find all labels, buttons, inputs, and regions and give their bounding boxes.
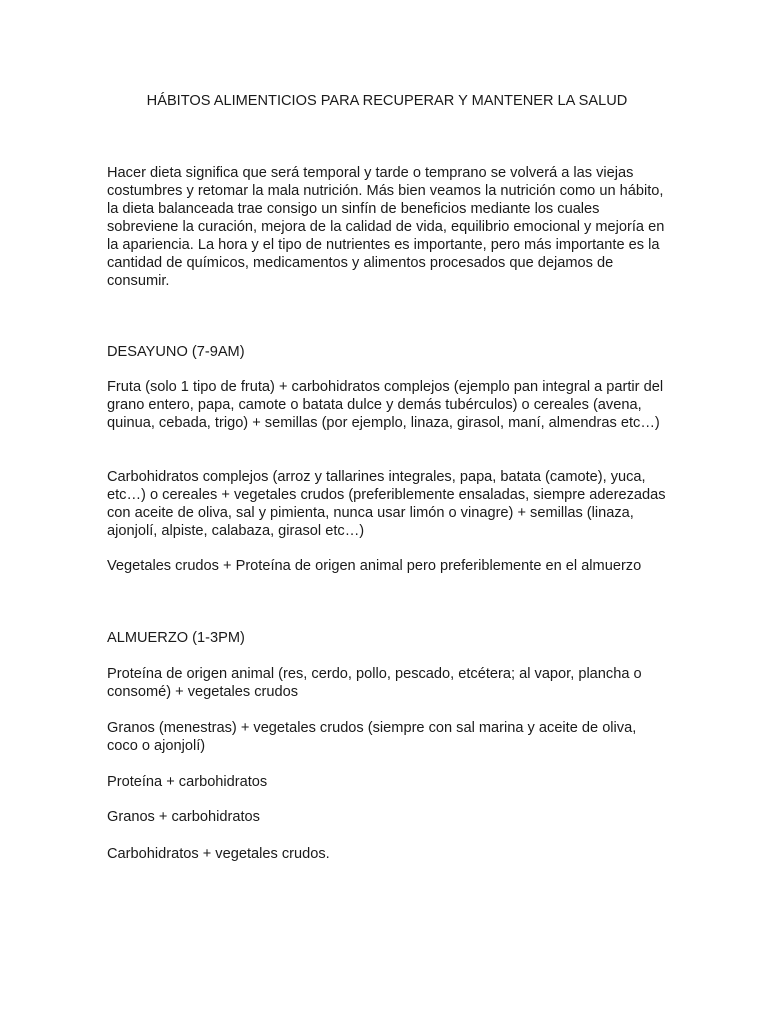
desayuno-paragraph-3: Vegetales crudos + Proteína de origen animal pero preferiblemente en el almuerzo [107, 558, 642, 574]
almuerzo-paragraph-1: Proteína de origen animal (res, cerdo, pollo, pescado, etcétera; al vapor, plancha o consomé) + vegetales crudos [107, 666, 642, 700]
almuerzo-paragraph-4: Granos + carbohidratos [107, 809, 260, 825]
almuerzo-paragraph-2: Granos (menestras) + vegetales crudos (siempre con sal marina y aceite de oliva, coco o ajonjolí) [107, 720, 637, 754]
almuerzo-paragraph-3: Proteína + carbohidratos [107, 774, 268, 790]
document-title: HÁBITOS ALIMENTICIOS PARA RECUPERAR Y MANTENER LA SALUD [146, 93, 628, 109]
intro-paragraph: Hacer dieta significa que será temporal y tarde o temprano se volverá a las viejas costumbres y retomar la mala nutrición. Más bien veamos la nutrición como un hábito, la dieta balanceada trae consigo un sinfín de beneficios mediante los cuales sobreviene la curación, mejora de la calidad de vida, equilibrio emocional y mejoría en la apariencia. La hora y el tipo de nutrientes es importante, pero más importante es la cantidad de químicos, medicamentos y alimentos procesados que dejamos de consumir. [107, 165, 665, 289]
desayuno-paragraph-1: Fruta (solo 1 tipo de fruta) + carbohidratos complejos (ejemplo pan integral a partir del grano entero, papa, camote o batata dulce y demás tubérculos) o cereales (avena, quinua, cebada, trigo) + semillas (por ejemplo, linaza, girasol, maní, almendras etc…) [107, 379, 664, 431]
desayuno-heading: DESAYUNO (7-9AM) [107, 344, 245, 360]
almuerzo-heading: ALMUERZO (1-3PM) [107, 630, 245, 646]
desayuno-paragraph-2: Carbohidratos complejos (arroz y tallarines integrales, papa, batata (camote), yuca, etc…) o cereales + vegetales crudos (preferiblemente ensaladas, siempre aderezadas con aceite de oliva, sal y pimienta, nunca usar limón o vinagre) + semillas (linaza, ajonjolí, alpiste, calabaza, girasol etc…) [107, 469, 666, 539]
almuerzo-paragraph-5: Carbohidratos + vegetales crudos. [107, 846, 330, 862]
